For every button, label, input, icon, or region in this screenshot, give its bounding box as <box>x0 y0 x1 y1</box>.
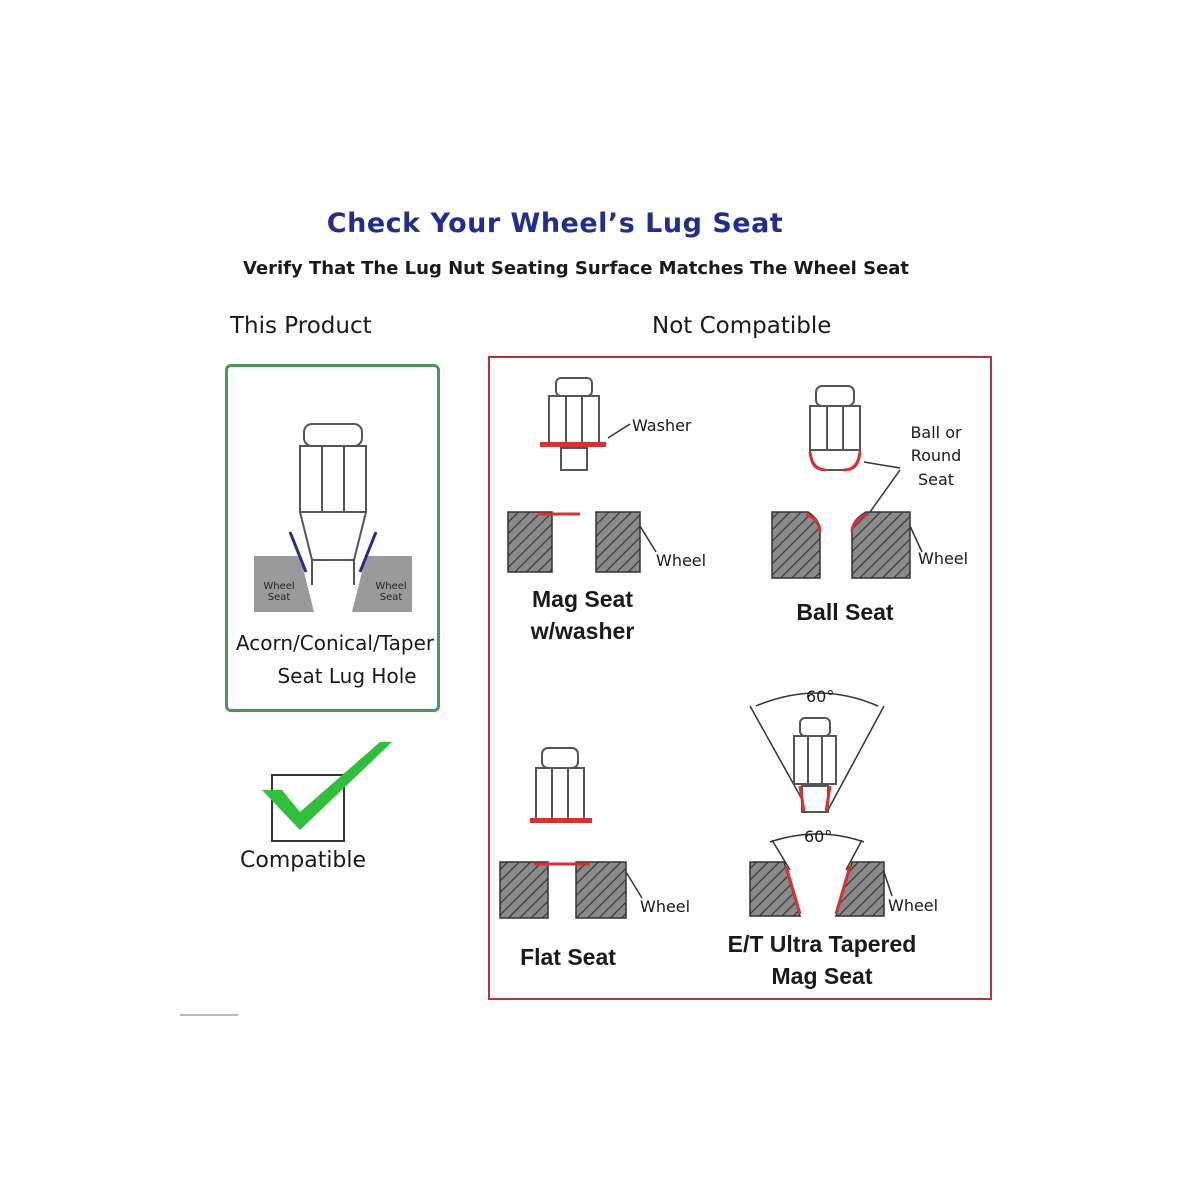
wheel-seat-left-label: Wheel Seat <box>263 581 295 603</box>
et-wheel-callout: Wheel <box>888 896 939 915</box>
ball-callout-line2: Round <box>910 446 962 465</box>
seat-type-line2: Seat Lug Hole <box>277 664 417 688</box>
product-panel <box>225 364 440 712</box>
not-compatible-heading: Not Compatible <box>652 313 832 339</box>
ball-wheel-callout: Wheel <box>918 549 969 568</box>
ball-callout-line1: Ball or <box>910 423 962 442</box>
mag-seat-label-line2: w/washer <box>530 618 635 644</box>
et-seat-label-line1: E/T Ultra Tapered <box>727 931 917 957</box>
ball-seat-label: Ball Seat <box>796 599 894 625</box>
seat-type-line1: Acorn/Conical/Taper <box>235 631 435 655</box>
this-product-heading: This Product <box>230 313 372 339</box>
check-mark-icon <box>262 742 392 841</box>
angle-bottom-label: 60° <box>804 827 833 846</box>
angle-top-label: 60° <box>806 687 835 706</box>
page-title: Check Your Wheel’s Lug Seat <box>326 208 784 239</box>
mag-wheel-callout: Wheel <box>656 551 707 570</box>
flat-seat-label: Flat Seat <box>520 944 616 970</box>
wheel-seat-right-label: Wheel Seat <box>375 581 407 603</box>
page-subtitle: Verify That The Lug Nut Seating Surface Matches The Wheel Seat <box>242 258 910 279</box>
et-seat-label-line2: Mag Seat <box>771 963 873 989</box>
washer-callout: Washer <box>632 416 692 435</box>
mag-seat-label-line1: Mag Seat <box>532 586 633 612</box>
ball-callout-line3: Seat <box>917 470 955 489</box>
flat-wheel-callout: Wheel <box>640 897 691 916</box>
compatible-label: Compatible <box>240 848 367 873</box>
